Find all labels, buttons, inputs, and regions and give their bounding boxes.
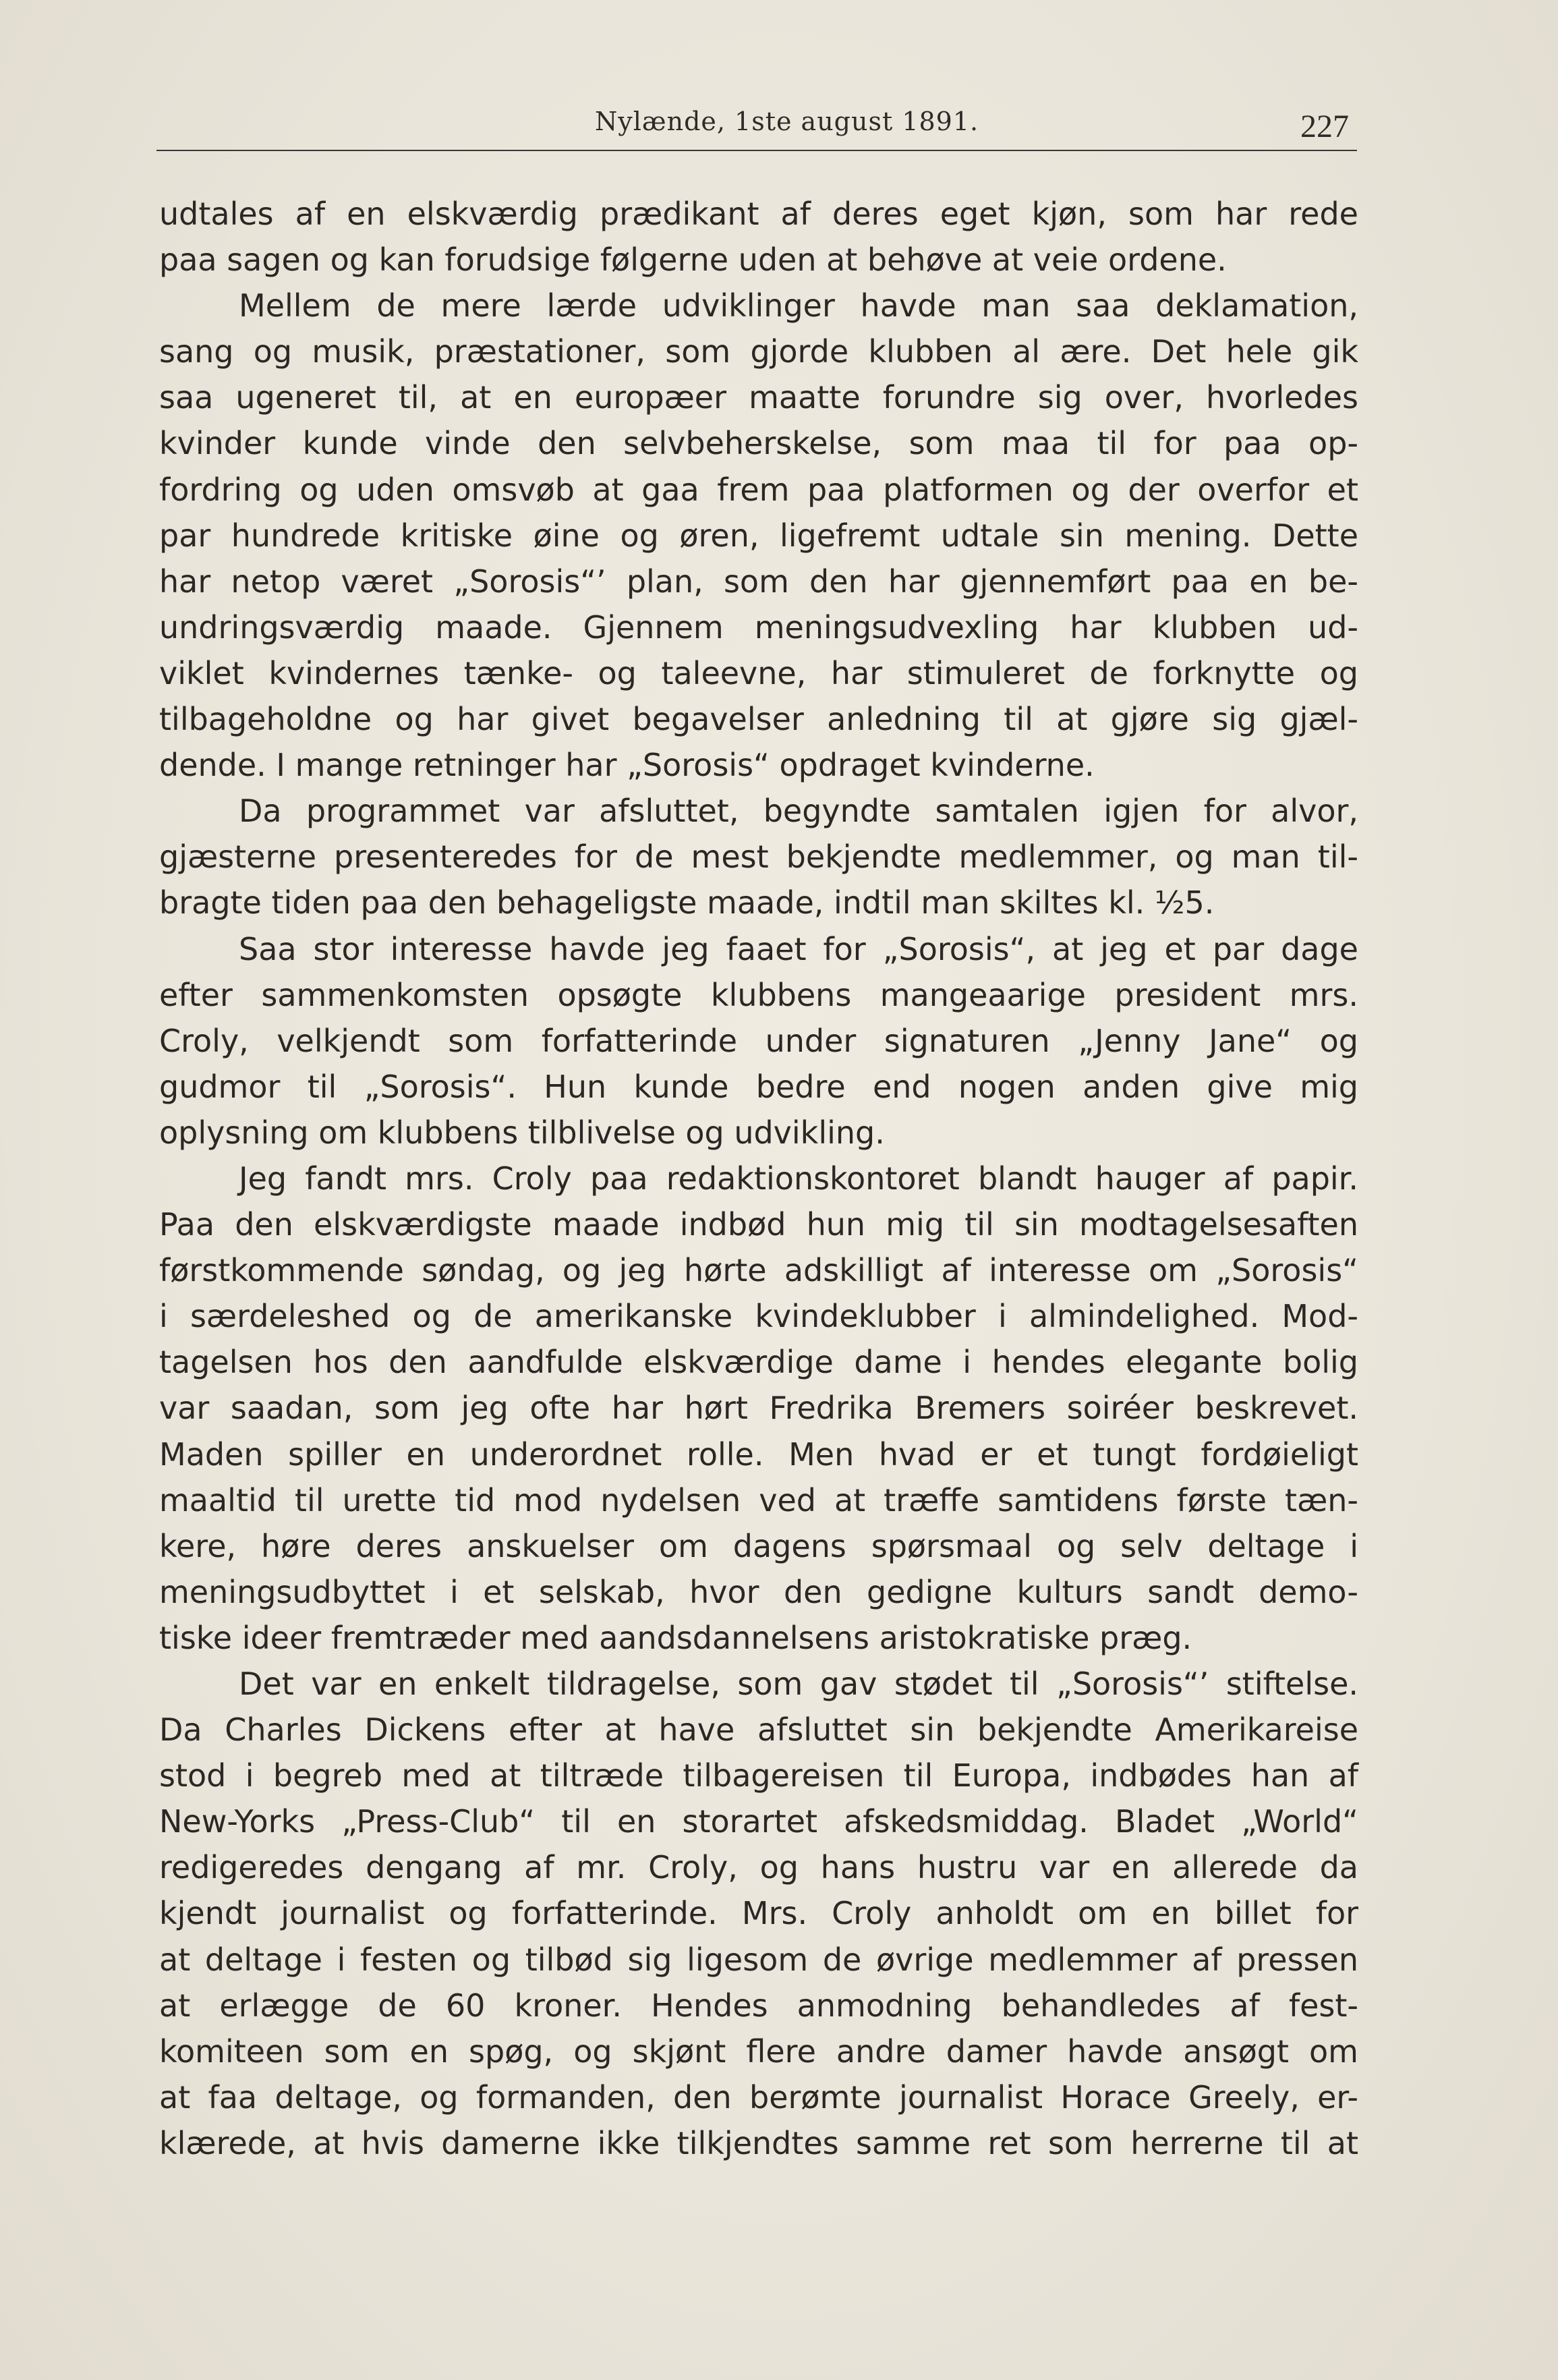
text-line: maaltid til urette tid mod nydelsen ved at træffe samtidens første tæn- <box>159 1481 1358 1519</box>
text-line: saa ugeneret til, at en europæer maatte forundre sig over, hvorledes <box>159 379 1358 416</box>
text-line: Maden spiller en underordnet rolle. Men hvad er et tungt fordøieligt <box>159 1436 1358 1473</box>
text-line: bragte tiden paa den behageligste maade, indtil man skiltes kl. ½5. <box>159 884 1215 922</box>
text-line: Jeg fandt mrs. Croly paa redaktionskontoret blandt hauger af papir. <box>239 1160 1358 1197</box>
text-line: paa sagen og kan forudsige følgerne uden at behøve at veie ordene. <box>159 242 1227 279</box>
page-number: 227 <box>1300 109 1349 144</box>
text-line: klærede, at hvis damerne ikke tilkjendtes samme ret som herrerne til at <box>159 2124 1358 2161</box>
text-line: Paa den elskværdigste maade indbød hun mig til sin modtagelsesaften <box>159 1206 1358 1243</box>
text-line: viklet kvindernes tænke- og taleevne, har stimuleret de forknytte og <box>159 654 1358 691</box>
text-line: udtales af en elskværdig prædikant af deres eget kjøn, som har rede <box>159 196 1358 232</box>
text-line: gjæsterne presenteredes for de mest bekjendte medlemmer, og man til- <box>159 839 1358 876</box>
text-line: meningsudbyttet i et selskab, hvor den gedigne kulturs sandt demo- <box>159 1573 1358 1610</box>
text-line: efter sammenkomsten opsøgte klubbens mangeaarige president mrs. <box>159 976 1358 1013</box>
page-header <box>156 107 1357 154</box>
running-title: Nylænde, 1ste august 1891. <box>595 107 979 136</box>
text-line: at erlægge de 60 kroner. Hendes anmodning behandledes af fest- <box>159 1987 1358 2024</box>
text-line: Mellem de mere lærde udviklinger havde man saa deklamation, <box>239 287 1358 324</box>
header-rule <box>156 150 1357 151</box>
text-line: Saa stor interesse havde jeg faaet for „Sorosis“, at jeg et par dage <box>239 930 1358 967</box>
text-line: oplysning om klubbens tilblivelse og udvikling. <box>159 1114 885 1151</box>
text-line: dende. I mange retninger har „Sorosis“ opdraget kvinderne. <box>159 747 1095 784</box>
text-line: kjendt journalist og forfatterinde. Mrs. Croly anholdt om en billet for <box>159 1895 1358 1932</box>
text-line: tagelsen hos den aandfulde elskværdige dame i hendes elegante bolig <box>159 1344 1358 1381</box>
text-line: New-Yorks „Press-Club“ til en storartet afskedsmiddag. Bladet „World“ <box>159 1803 1358 1840</box>
text-line: førstkommende søndag, og jeg hørte adskilligt af interesse om „Sorosis“ <box>159 1252 1358 1289</box>
text-line: kere, høre deres anskuelser om dagens spørsmaal og selv deltage i <box>159 1527 1358 1564</box>
text-line: Da programmet var afsluttet, begyndte samtalen igjen for alvor, <box>239 793 1358 830</box>
text-line: stod i begreb med at tiltræde tilbagereisen til Europa, indbødes han af <box>159 1757 1358 1794</box>
text-line: redigeredes dengang af mr. Croly, og hans hustru var en allerede da <box>159 1849 1358 1886</box>
text-line: fordring og uden omsvøb at gaa frem paa platformen og der overfor et <box>159 471 1358 508</box>
text-line: tiske ideer fremtræder med aandsdannelsens aristokratiske præg. <box>159 1619 1192 1656</box>
text-line: Croly, velkjendt som forfatterinde under signaturen „Jenny Jane“ og <box>159 1022 1358 1059</box>
text-line: undringsværdig maade. Gjennem meningsudvexling har klubben ud- <box>159 608 1358 646</box>
text-line: Det var en enkelt tildragelse, som gav stødet til „Sorosis“’ stiftelse. <box>239 1666 1358 1702</box>
text-line: gudmor til „Sorosis“. Hun kunde bedre end nogen anden give mig <box>159 1068 1358 1105</box>
text-line: har netop været „Sorosis“’ plan, som den har gjennemført paa en be- <box>159 563 1358 600</box>
text-line: var saadan, som jeg ofte har hørt Fredrika Bremers soiréer beskrevet. <box>159 1390 1358 1427</box>
text-line: Da Charles Dickens efter at have afsluttet sin bekjendte Amerikareise <box>159 1711 1358 1749</box>
text-line: i særdeleshed og de amerikanske kvindeklubber i almindelighed. Mod- <box>159 1298 1358 1335</box>
text-line: at deltage i festen og tilbød sig ligesom de øvrige medlemmer af pressen <box>159 1941 1358 1978</box>
text-line: kvinder kunde vinde den selvbeherskelse, som maa til for paa op- <box>159 425 1358 462</box>
text-line: sang og musik, præstationer, som gjorde klubben al ære. Det hele gik <box>159 333 1358 370</box>
body-text <box>159 191 1358 2166</box>
text-line: par hundrede kritiske øine og øren, ligefremt udtale sin mening. Dette <box>159 517 1358 554</box>
text-line: tilbageholdne og har givet begavelser anledning til at gjøre sig gjæl- <box>159 701 1358 738</box>
text-line: at faa deltage, og formanden, den berømte journalist Horace Greely, er- <box>159 2078 1358 2116</box>
text-line: komiteen som en spøg, og skjønt flere andre damer havde ansøgt om <box>159 2033 1358 2070</box>
